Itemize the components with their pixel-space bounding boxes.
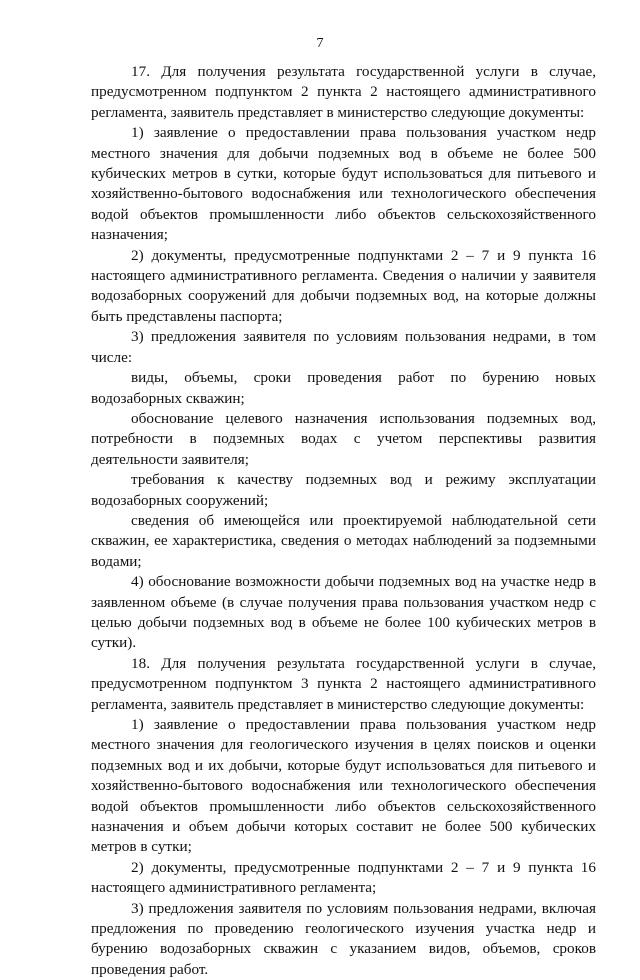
- paragraph-18-item-2: 2) документы, предусмотренные подпунктами 2 – 7 и 9 пункта 16 настоящего административного регламента;: [91, 858, 596, 897]
- paragraph-17-item-3-types: виды, объемы, сроки проведения работ по бурению новых водозаборных скважин;: [91, 369, 596, 407]
- paragraph-18-intro: 18. Для получения результата государственной услуги в случае, предусмотренном подпунктом 3 пункта 2 настоящего административного регламента, заявитель представляет в министерство следующие документы:: [91, 654, 596, 713]
- paragraph-18-item-3: 3) предложения заявителя по условиям пользования недрами, включая предложения по проведению геологического изучения участка недр и бурению водозаборных скважин с указанием видов, объемов, сроков проведения работ.: [91, 899, 596, 978]
- paragraph-17-item-3: 3) предложения заявителя по условиям пользования недрами, в том числе:: [91, 328, 596, 366]
- paragraph-17-item-1: 1) заявление о предоставлении права пользования участком недр местного значения для добычи подземных вод в объеме не более 500 кубических метров в сутки, которые будут использоваться для питьевого и хозяйственно-бытового водоснабжения или технологического обеспечения водой объектов промышленности либо объектов сельскохозяйственного назначения;: [91, 124, 596, 244]
- paragraph-18-item-1: 1) заявление о предоставлении права пользования участком недр местного значения для геологического изучения в целях поисков и оценки подземных вод и их добычи, которые будут использоваться для питьевого и хозяйственно-бытового водоснабжения или технологического обеспечения водой объектов промышленности либо объектов сельскохозяйственного назначения и объем добычи которых составит не более 500 кубических метров в сутки;: [91, 716, 596, 856]
- paragraph-17-item-3-monitoring: сведения об имеющейся или проектируемой наблюдательной сети скважин, ее характеристика, сведения о методах наблюдений за подземными водами;: [91, 511, 596, 570]
- page-number: 7: [316, 36, 324, 51]
- document-body: [91, 62, 596, 980]
- paragraph-17-item-3-justification: обоснование целевого назначения использования подземных вод, потребности в подземных водах с учетом перспективы развития деятельности заявителя;: [91, 409, 596, 468]
- paragraph-17-intro: 17. Для получения результата государственной услуги в случае, предусмотренном подпунктом 2 пункта 2 настоящего административного регламента, заявитель представляет в министерство следующие документы:: [91, 63, 596, 121]
- paragraph-17-item-4: 4) обоснование возможности добычи подземных вод на участке недр в заявленном объеме (в случае получения права пользования участком недр с целью добычи подземных вод в объеме не более 100 кубических метров в сутки).: [91, 573, 596, 652]
- paragraph-17-item-2: 2) документы, предусмотренные подпунктами 2 – 7 и 9 пункта 16 настоящего административного регламента. Сведения о наличии у заявителя водозаборных сооружений для добычи подземных вод, на которые должны быть представлены паспорта;: [91, 246, 596, 325]
- paragraph-17-item-3-requirements: требования к качеству подземных вод и режиму эксплуатации водозаборных сооружений;: [91, 471, 596, 509]
